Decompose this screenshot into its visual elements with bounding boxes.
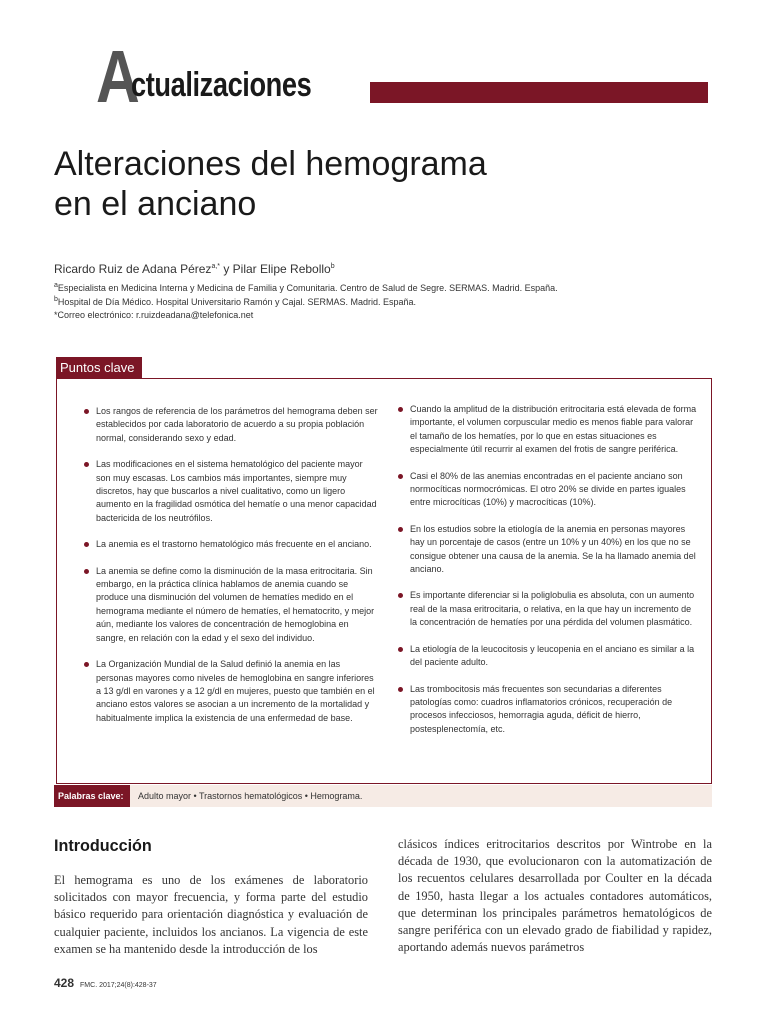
authors [54, 262, 335, 276]
keywords-label: Palabras clave: [54, 785, 130, 807]
key-point [96, 565, 378, 645]
affiliation-b-sup: b [54, 296, 58, 303]
key-point [410, 470, 700, 510]
key-point-text: En los estudios sobre la etiología de la anemia en personas mayores hay un porcentaje de casos (entre un 10% y un 40%) en los que no se consigue obtener una causa de la anemia. Se la ha llamado anemia del anciano. [410, 523, 696, 575]
key-point-text: Las modificaciones en el sistema hematológico del paciente mayor son muy escasas. Los cambios más importantes, siempre muy discretos, hay que buscarlos a nivel cualitativo, como un ligero aumento en la fragilidad osmótica del hematíe o una menor capacidad bactericida de los neutrófilos. [96, 459, 377, 523]
key-points-left-column [96, 405, 378, 738]
bullet-icon [398, 647, 403, 652]
key-point [410, 589, 700, 629]
bullet-icon [84, 569, 89, 574]
section-initial: A [96, 35, 140, 118]
affiliation-a-text: Especialista en Medicina Interna y Medicina de Familia y Comunitaria. Centro de Salud de Segre. SERMAS. Madrid. España. [57, 283, 558, 293]
key-point [410, 403, 700, 457]
email-line: *Correo electrónico: r.ruizdeadana@telefonica.net [54, 310, 254, 320]
page-footer [54, 976, 157, 990]
key-point-text: La etiología de la leucocitosis y leucopenia en el anciano es similar a la del paciente adulto. [410, 643, 695, 668]
key-point [96, 658, 378, 725]
affiliation-b-text: Hospital de Día Médico. Hospital Universitario Ramón y Cajal. SERMAS. Madrid. España. [57, 297, 417, 307]
title-line-2: en el anciano [54, 185, 257, 223]
key-point [410, 643, 700, 670]
key-point [96, 458, 378, 525]
key-point-text: Cuando la amplitud de la distribución eritrocitaria está elevada de forma importante, el volumen corpuscular medio es menos fiable para valorar el tamaño de los hematíes, por lo que en estas situaciones es especialmente útil recurrir al examen del frotis de sangre periférica. [410, 404, 697, 455]
bullet-icon [84, 409, 89, 414]
affiliation-a [54, 282, 558, 293]
key-point-text: Los rangos de referencia de los parámetros del hemograma deben ser establecidos por cada laboratorio de acuerdo a su propia población normal, considerando sexo y edad. [96, 406, 378, 443]
bullet-icon [398, 687, 403, 692]
journal-citation: FMC. 2017;24(8):428-37 [80, 982, 157, 989]
section-header [96, 35, 712, 118]
title-line-1: Alteraciones del hemograma [54, 145, 487, 183]
body-text-left: El hemograma es uno de los exámenes de laboratorio solicitados con mayor frecuencia, y forma parte del estudio básico requerido para orientación diagnóstica y evaluación de cualquier paciente, incluidos los ancianos. La vigencia de este examen se ha mantenido desde la introducción de los [54, 873, 368, 956]
key-point [96, 538, 378, 551]
key-point-text: Es importante diferenciar si la poliglobulia es absoluta, con un aumento real de la masa eritrocitaria, o relativa, en la que hay un incremento de la concentración de hematíes por una pérdida del volumen plasmático. [410, 590, 695, 628]
key-point [410, 523, 700, 577]
author-separator: y [220, 262, 233, 276]
author-1-sup: a,* [211, 263, 220, 270]
key-point [96, 405, 378, 445]
section-heading-introduccion: Introducción [54, 836, 152, 855]
section-title: ctualizaciones [131, 66, 312, 104]
key-point-text: Las trombocitosis más frecuentes son secundarias a diferentes patologías como: cuadros inflamatorios crónicos, recuperación de procesos infecciosos, hemorragia aguda, déficit de hierro, postesplenectomía, etc. [410, 683, 673, 734]
affiliation-b [54, 296, 416, 307]
author-1: Ricardo Ruiz de Adana Pérez [54, 262, 212, 276]
bullet-icon [398, 527, 403, 532]
key-points-label: Puntos clave [56, 357, 142, 379]
keywords-text: Adulto mayor • Trastornos hematológicos • Hemograma. [138, 791, 363, 801]
key-point-text: Casi el 80% de las anemias encontradas en el paciente anciano son normocíticas normocrómicas. El otro 20% se divide en partes iguales entre microcíticas (10%) y macrocíticas (10%). [410, 470, 686, 508]
key-point [410, 683, 700, 737]
section-accent-bar [370, 82, 708, 103]
affiliation-a-sup: a [54, 282, 58, 289]
body-text-right: clásicos índices eritrocitarios descritos por Wintrobe en la década de 1930, que evolucionaron con la automatización de los recuentos celulares desarrollada por Coulter en la década de 1950, hasta llegar a los actuales contadores automáticos, que determinan los principales parámetros hematológicos de sangre periférica con un elevado grado de fiabilidad y rapidez, aportando además nuevos parámetros [398, 837, 712, 955]
article-title [54, 144, 674, 224]
bullet-icon [398, 407, 403, 412]
keywords-bar [54, 785, 712, 807]
key-points-box [54, 357, 712, 805]
key-point-text: La Organización Mundial de la Salud definió la anemia en las personas mayores como niveles de hemoglobina en sangre inferiores a 13 g/dl en varones y a 12 g/dl en mujeres, puesto que también en el anciano estos valores se asocian a un incremento de la mortalidad y habitualmente implica la existencia de una enfermedad de base. [96, 659, 375, 723]
key-point-text: La anemia se define como la disminución de la masa eritrocitaria. Sin embargo, en la práctica clínica hablamos de anemia cuando se produce una disminución del volumen de hematíes medido en el hemograma mediante el número de hematíes, el hematocrito, y mejor aún, mediante los valores de concentración de hemoglobina en sangre, en relación con la edad y el sexo del individuo. [96, 565, 375, 643]
key-point-text: La anemia es el trastorno hematológico más frecuente en el anciano. [96, 539, 372, 550]
author-2: Pilar Elipe Rebollo [232, 262, 331, 276]
author-2-sup: b [330, 263, 335, 270]
bullet-icon [398, 474, 403, 479]
page-number: 428 [54, 976, 75, 990]
key-points-right-column [410, 403, 700, 749]
